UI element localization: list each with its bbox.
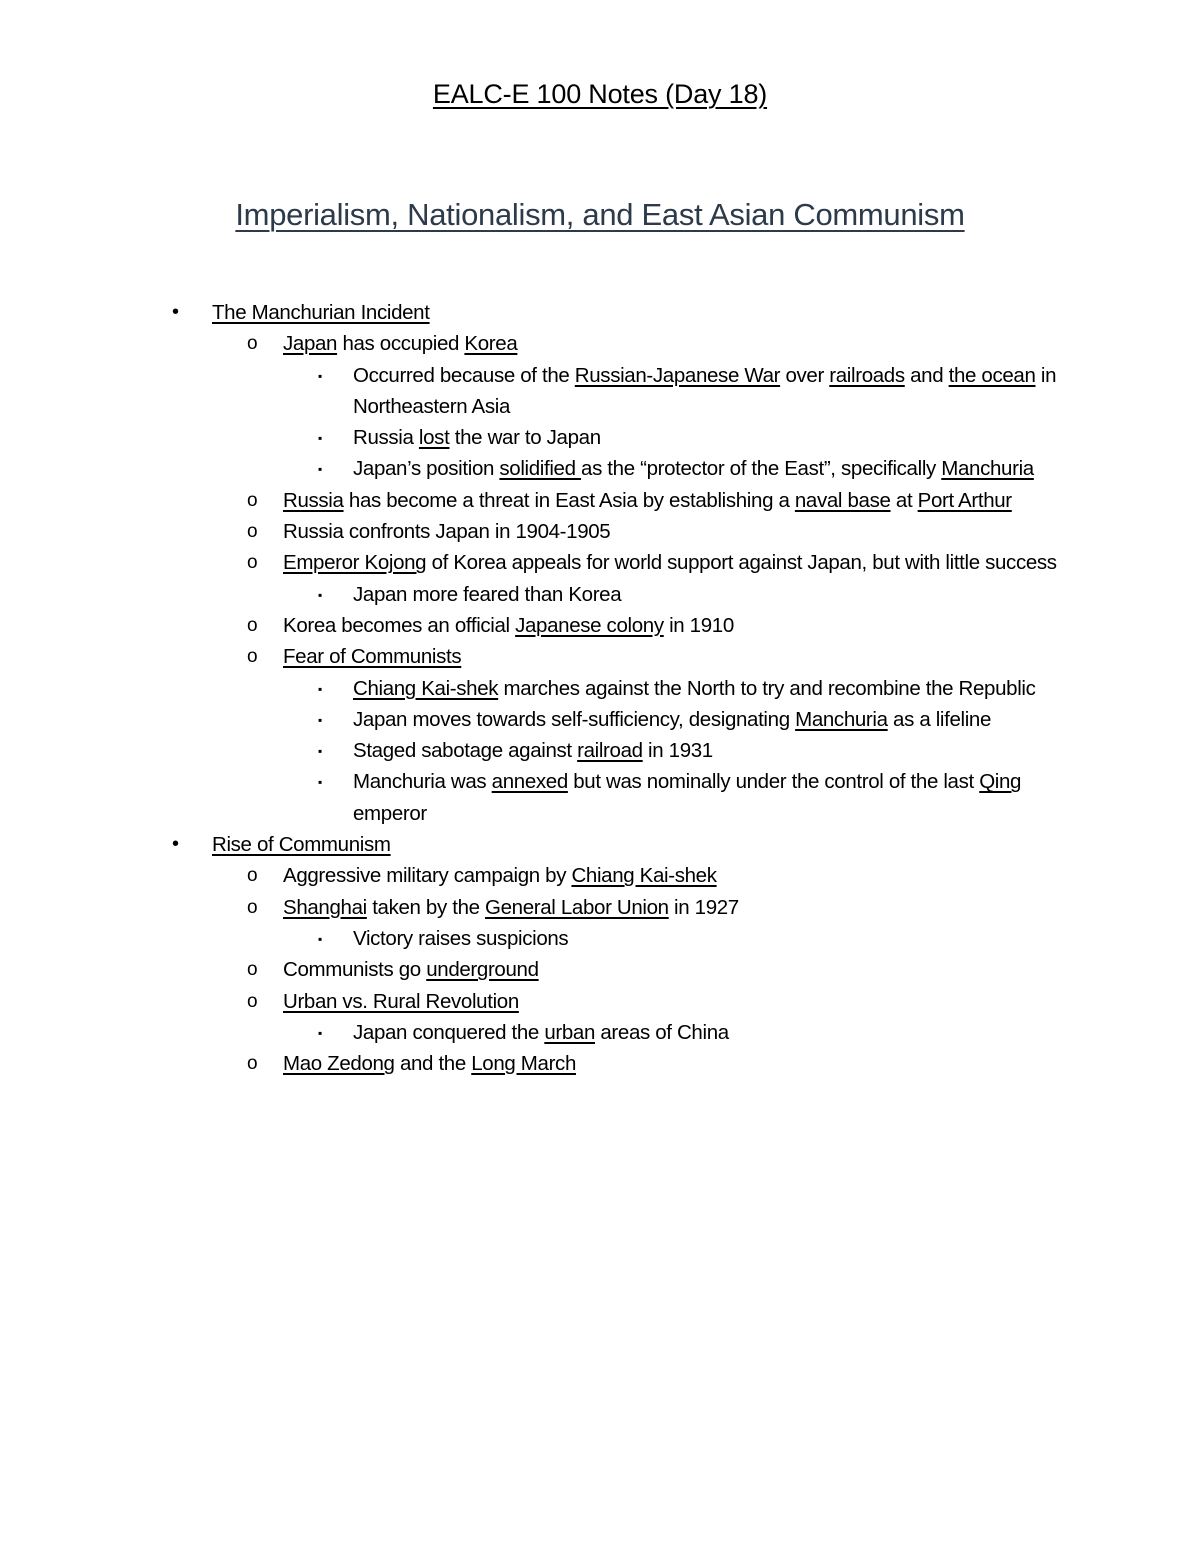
text-segment: Korea becomes an official bbox=[283, 613, 516, 637]
outline-item-level-2 bbox=[0, 547, 1200, 578]
underlined-term: Japanese colony bbox=[515, 613, 664, 637]
bullet-icon: ▪ bbox=[318, 368, 322, 383]
bullet-icon: o bbox=[247, 489, 258, 511]
underlined-term: Japan bbox=[283, 332, 338, 356]
outline-item-text bbox=[353, 453, 1063, 484]
text-segment: in Northeastern Asia bbox=[353, 363, 1057, 418]
underlined-term: railroad bbox=[577, 739, 643, 763]
text-segment: as the “protector of the East”, specifically bbox=[581, 457, 942, 481]
outline-item-level-3 bbox=[0, 453, 1200, 484]
outline-item-text bbox=[353, 735, 1063, 766]
outline-item-level-1 bbox=[0, 829, 1200, 860]
document-heading: Imperialism, Nationalism, and East Asian Communism bbox=[235, 197, 965, 232]
outline-item-level-3 bbox=[0, 579, 1200, 610]
outline-item-text bbox=[283, 892, 1073, 923]
underlined-term: railroads bbox=[829, 363, 905, 387]
outline-item-level-2 bbox=[0, 892, 1200, 923]
text-segment: the war to Japan bbox=[449, 426, 601, 450]
bullet-icon: ▪ bbox=[318, 1025, 322, 1040]
underlined-term: urban bbox=[544, 1020, 596, 1044]
outline-item-text bbox=[353, 923, 1063, 954]
text-segment: in 1927 bbox=[668, 895, 739, 919]
bullet-icon: o bbox=[247, 959, 258, 981]
bullet-icon: o bbox=[247, 646, 258, 668]
text-segment: Japan conquered the bbox=[353, 1020, 545, 1044]
text-segment: has become a threat in East Asia by establishing a bbox=[343, 488, 795, 512]
outline-item-level-2 bbox=[0, 610, 1200, 641]
text-segment: at bbox=[890, 488, 918, 512]
outline-item-level-1 bbox=[0, 297, 1200, 328]
underlined-term: annexed bbox=[491, 770, 568, 794]
text-segment: Japan moves towards self-sufficiency, designating bbox=[353, 707, 796, 731]
outline-item-text bbox=[283, 485, 1073, 516]
outline-item-text bbox=[212, 829, 1092, 860]
outline-item-level-2 bbox=[0, 328, 1200, 359]
outline-item-level-2 bbox=[0, 860, 1200, 891]
underlined-term: Manchuria bbox=[795, 707, 888, 731]
outline-item-text bbox=[353, 360, 1063, 423]
text-segment: as a lifeline bbox=[887, 707, 992, 731]
outline-item-text bbox=[283, 547, 1073, 578]
underlined-term: Port Arthur bbox=[917, 488, 1012, 512]
text-segment: Victory raises suspicions bbox=[353, 926, 569, 950]
bullet-icon: o bbox=[247, 552, 258, 574]
outline-item-level-3 bbox=[0, 673, 1200, 704]
underlined-term: Chiang Kai-shek bbox=[353, 676, 499, 700]
outline-item-level-3 bbox=[0, 766, 1200, 829]
underlined-term: underground bbox=[426, 958, 539, 982]
underlined-term: Fear of Communists bbox=[283, 645, 462, 669]
underlined-term: Manchuria bbox=[941, 457, 1034, 481]
underlined-term: the ocean bbox=[948, 363, 1036, 387]
outline-item-level-3 bbox=[0, 1017, 1200, 1048]
text-segment: and bbox=[904, 363, 949, 387]
bullet-icon: o bbox=[247, 333, 258, 355]
outline-item-text bbox=[283, 641, 1073, 672]
text-segment: Occurred because of the bbox=[353, 363, 575, 387]
bullet-icon: ▪ bbox=[318, 712, 322, 727]
underlined-term: Russia bbox=[283, 488, 344, 512]
bullet-icon: ▪ bbox=[318, 744, 322, 759]
outline-item-level-3 bbox=[0, 735, 1200, 766]
text-segment: but was nominally under the control of the last bbox=[567, 770, 980, 794]
outline-item-text bbox=[353, 422, 1063, 453]
outline-item-level-3 bbox=[0, 422, 1200, 453]
outline-item-level-3 bbox=[0, 360, 1200, 423]
underlined-term: Korea bbox=[464, 332, 518, 356]
underlined-term: Rise of Communism bbox=[212, 833, 391, 857]
underlined-term: lost bbox=[418, 426, 450, 450]
outline-item-level-2 bbox=[0, 1048, 1200, 1079]
document-title: EALC-E 100 Notes (Day 18) bbox=[432, 79, 768, 109]
text-segment: in 1910 bbox=[663, 613, 734, 637]
bullet-icon: • bbox=[172, 301, 179, 323]
bullet-icon: o bbox=[247, 865, 258, 887]
bullet-icon: o bbox=[247, 1053, 258, 1075]
bullet-icon: o bbox=[247, 614, 258, 636]
outline-item-level-2 bbox=[0, 485, 1200, 516]
text-segment: Communists go bbox=[283, 958, 427, 982]
bullet-icon: ▪ bbox=[318, 681, 322, 696]
outline-item-text bbox=[353, 766, 1063, 829]
text-segment: has occupied bbox=[337, 332, 465, 356]
underlined-term: naval base bbox=[794, 488, 891, 512]
text-segment: emperor bbox=[353, 801, 427, 825]
bullet-icon: ▪ bbox=[318, 462, 322, 477]
outline-item-text bbox=[283, 986, 1073, 1017]
text-segment: taken by the bbox=[366, 895, 486, 919]
underlined-term: Chiang Kai-shek bbox=[571, 864, 717, 888]
text-segment: of Korea appeals for world support against Japan, but with little success bbox=[426, 551, 1057, 575]
bullet-icon: ▪ bbox=[318, 931, 322, 946]
text-segment: Russia bbox=[353, 426, 419, 450]
underlined-term: Shanghai bbox=[283, 895, 367, 919]
text-segment: Russia confronts Japan in 1904-1905 bbox=[283, 520, 611, 544]
outline-item-level-2 bbox=[0, 641, 1200, 672]
outline-item-text bbox=[353, 579, 1063, 610]
underlined-term: Long March bbox=[471, 1052, 577, 1076]
outline-item-text bbox=[283, 516, 1073, 547]
bullet-icon: ▪ bbox=[318, 775, 322, 790]
outline-item-text bbox=[353, 704, 1063, 735]
underlined-term: General Labor Union bbox=[485, 895, 669, 919]
text-segment: Manchuria was bbox=[353, 770, 492, 794]
underlined-term: Emperor Kojong bbox=[283, 551, 427, 575]
outline-item-level-3 bbox=[0, 923, 1200, 954]
outline-item-text bbox=[283, 328, 1073, 359]
outline-item-level-2 bbox=[0, 954, 1200, 985]
text-segment: Japan more feared than Korea bbox=[353, 582, 622, 606]
underlined-term: Qing bbox=[979, 770, 1022, 794]
notes-outline bbox=[0, 297, 1200, 1079]
outline-item-level-2 bbox=[0, 516, 1200, 547]
outline-item-text bbox=[283, 610, 1073, 641]
outline-item-level-3 bbox=[0, 704, 1200, 735]
text-segment: marches against the North to try and recombine the Republic bbox=[498, 676, 1036, 700]
outline-item-text bbox=[353, 673, 1063, 704]
bullet-icon: ▪ bbox=[318, 587, 322, 602]
underlined-term: Mao Zedong bbox=[283, 1052, 395, 1076]
text-segment: Staged sabotage against bbox=[353, 739, 578, 763]
text-segment: areas of China bbox=[595, 1020, 729, 1044]
outline-item-level-2 bbox=[0, 986, 1200, 1017]
outline-item-text bbox=[212, 297, 1092, 328]
text-segment: Japan’s position bbox=[353, 457, 500, 481]
bullet-icon: o bbox=[247, 990, 258, 1012]
text-segment: over bbox=[780, 363, 830, 387]
bullet-icon: o bbox=[247, 521, 258, 543]
underlined-term: The Manchurian Incident bbox=[212, 301, 430, 324]
outline-item-text bbox=[283, 860, 1073, 891]
underlined-term: solidified bbox=[499, 457, 582, 481]
text-segment: Aggressive military campaign by bbox=[283, 864, 572, 888]
bullet-icon: o bbox=[247, 896, 258, 918]
outline-item-text bbox=[283, 1048, 1073, 1079]
underlined-term: Russian-Japanese War bbox=[574, 363, 781, 387]
underlined-term: Urban vs. Rural Revolution bbox=[283, 989, 519, 1013]
text-segment: in 1931 bbox=[642, 739, 713, 763]
bullet-icon: ▪ bbox=[318, 431, 322, 446]
outline-item-text bbox=[283, 954, 1073, 985]
outline-item-text bbox=[353, 1017, 1063, 1048]
text-segment: and the bbox=[394, 1052, 472, 1076]
bullet-icon: • bbox=[172, 833, 179, 856]
